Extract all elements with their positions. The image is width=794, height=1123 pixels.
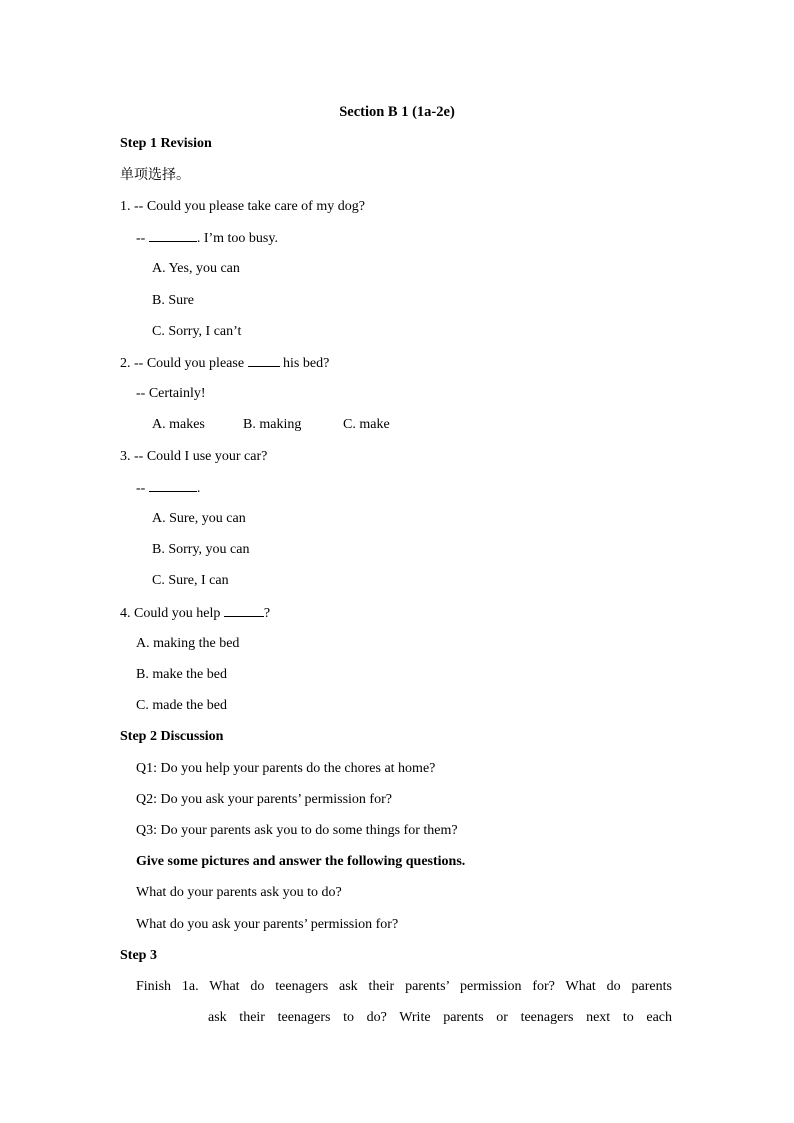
step1-heading: Step 1 Revision (120, 136, 212, 151)
q4-answer-blank[interactable] (224, 604, 264, 617)
q1-option-c: C. Sorry, I can’t (152, 324, 242, 339)
step3-heading: Step 3 (120, 948, 157, 963)
step2-task: Give some pictures and answer the following questions. (136, 854, 466, 869)
q3-response (136, 479, 200, 498)
step2-sub-question-1: What do your parents ask you to do? (136, 885, 342, 900)
document-title: Section B 1 (1a-2e) (339, 104, 455, 120)
q2-option-c: C. make (343, 417, 390, 432)
q3-option-b: B. Sorry, you can (152, 542, 250, 557)
step2-sub-question-2: What do you ask your parents’ permission for? (136, 917, 399, 932)
step2-question-3: Q3: Do your parents ask you to do some things for them? (136, 823, 458, 838)
q1-response-post: . I’m too busy. (196, 231, 278, 246)
q3-option-c: C. Sure, I can (152, 573, 229, 588)
q4-option-a: A. making the bed (136, 636, 240, 651)
q2-prompt (120, 354, 329, 373)
step2-question-1: Q1: Do you help your parents do the chores at home? (136, 761, 436, 776)
q3-prompt: 3. -- Could I use your car? (120, 449, 268, 464)
q2-option-b: B. making (243, 417, 302, 432)
q1-option-b: B. Sure (152, 293, 194, 308)
q4-prompt-pre: 4. Could you help (120, 606, 224, 621)
q2-prompt-post: his bed? (279, 356, 330, 371)
q4-option-c: C. made the bed (136, 698, 227, 713)
q2-prompt-pre: 2. -- Could you please (120, 356, 248, 371)
q4-prompt (120, 604, 270, 623)
q1-response-pre: -- (136, 231, 149, 246)
q1-response (136, 229, 278, 248)
q2-answer-blank[interactable] (248, 354, 280, 367)
step2-heading: Step 2 Discussion (120, 729, 224, 744)
q1-prompt: 1. -- Could you please take care of my dog? (120, 199, 365, 214)
q2-option-a: A. makes (152, 417, 205, 432)
q3-answer-blank[interactable] (149, 479, 197, 492)
step3-line-1: Finish 1a. What do teenagers ask their parents’ permission for? What do parents (136, 979, 672, 994)
q1-answer-blank[interactable] (149, 229, 197, 242)
q1-option-a: A. Yes, you can (152, 261, 240, 276)
q2-response: -- Certainly! (136, 386, 206, 401)
q4-option-b: B. make the bed (136, 667, 227, 682)
step3-line-2: ask their teenagers to do? Write parents or teenagers next to each (208, 1010, 672, 1025)
q3-option-a: A. Sure, you can (152, 511, 246, 526)
step2-question-2: Q2: Do you ask your parents’ permission for? (136, 792, 392, 807)
step1-instruction: 单项选择。 (120, 167, 190, 183)
q3-response-post: . (196, 481, 201, 496)
q3-response-pre: -- (136, 481, 149, 496)
q4-prompt-post: ? (263, 606, 271, 621)
